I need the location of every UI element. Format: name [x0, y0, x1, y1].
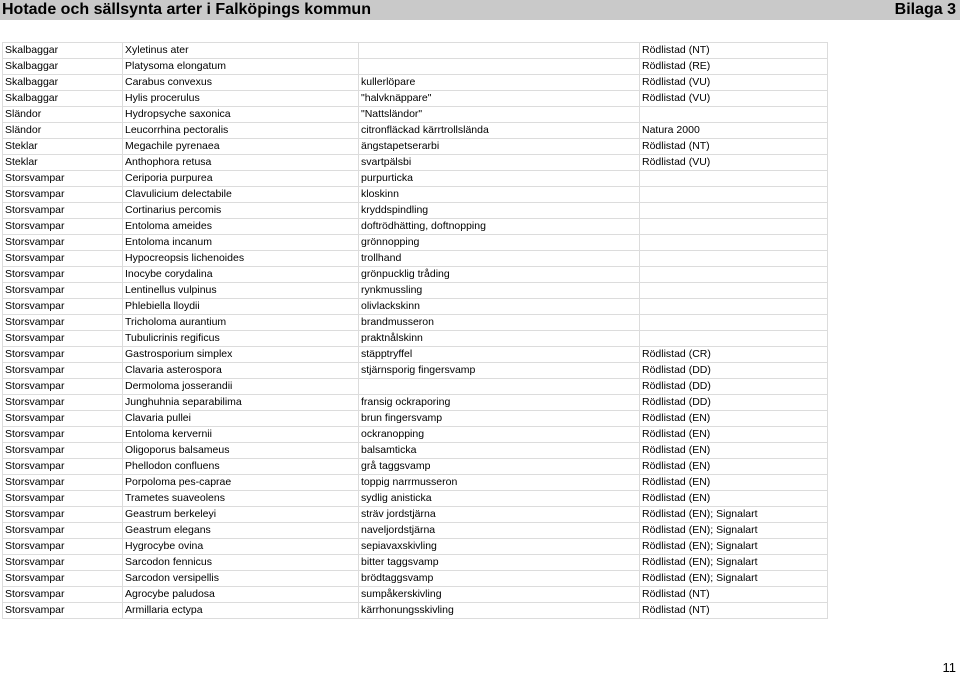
- swedish-name-cell: sydlig anisticka: [359, 491, 640, 507]
- scientific-name-cell: Platysoma elongatum: [123, 59, 359, 75]
- group-cell: Skalbaggar: [3, 43, 123, 59]
- table-row: [3, 555, 828, 571]
- group-cell: Storsvampar: [3, 459, 123, 475]
- swedish-name-cell: [359, 43, 640, 59]
- group-cell: Storsvampar: [3, 555, 123, 571]
- table-row: [3, 267, 828, 283]
- swedish-name-cell: citronfläckad kärrtrollslända: [359, 123, 640, 139]
- table-row: [3, 395, 828, 411]
- swedish-name-cell: svartpälsbi: [359, 155, 640, 171]
- scientific-name-cell: Oligoporus balsameus: [123, 443, 359, 459]
- swedish-name-cell: ockranopping: [359, 427, 640, 443]
- status-cell: [640, 171, 828, 187]
- group-cell: Sländor: [3, 107, 123, 123]
- group-cell: Storsvampar: [3, 395, 123, 411]
- status-cell: [640, 187, 828, 203]
- group-cell: Storsvampar: [3, 267, 123, 283]
- group-cell: Storsvampar: [3, 283, 123, 299]
- status-cell: [640, 203, 828, 219]
- status-cell: Rödlistad (EN); Signalart: [640, 539, 828, 555]
- status-cell: Rödlistad (EN): [640, 491, 828, 507]
- group-cell: Storsvampar: [3, 443, 123, 459]
- group-cell: Storsvampar: [3, 299, 123, 315]
- swedish-name-cell: stjärnsporig fingersvamp: [359, 363, 640, 379]
- status-cell: [640, 331, 828, 347]
- scientific-name-cell: Cortinarius percomis: [123, 203, 359, 219]
- group-cell: Storsvampar: [3, 523, 123, 539]
- table-row: [3, 171, 828, 187]
- group-cell: Storsvampar: [3, 187, 123, 203]
- scientific-name-cell: Porpoloma pes-caprae: [123, 475, 359, 491]
- status-cell: [640, 283, 828, 299]
- status-cell: Rödlistad (DD): [640, 395, 828, 411]
- table-row: [3, 411, 828, 427]
- swedish-name-cell: fransig ockraporing: [359, 395, 640, 411]
- scientific-name-cell: Geastrum elegans: [123, 523, 359, 539]
- swedish-name-cell: [359, 59, 640, 75]
- table-row: [3, 299, 828, 315]
- table-row: [3, 283, 828, 299]
- scientific-name-cell: Tubulicrinis regificus: [123, 331, 359, 347]
- species-table: [2, 42, 828, 619]
- status-cell: Rödlistad (DD): [640, 363, 828, 379]
- group-cell: Storsvampar: [3, 507, 123, 523]
- swedish-name-cell: kärrhonungsskivling: [359, 603, 640, 619]
- swedish-name-cell: grå taggsvamp: [359, 459, 640, 475]
- table-row: [3, 507, 828, 523]
- status-cell: [640, 299, 828, 315]
- table-row: [3, 155, 828, 171]
- group-cell: Storsvampar: [3, 347, 123, 363]
- scientific-name-cell: Leucorrhina pectoralis: [123, 123, 359, 139]
- table-row: [3, 475, 828, 491]
- swedish-name-cell: brödtaggsvamp: [359, 571, 640, 587]
- swedish-name-cell: trollhand: [359, 251, 640, 267]
- scientific-name-cell: Sarcodon versipellis: [123, 571, 359, 587]
- swedish-name-cell: purpurticka: [359, 171, 640, 187]
- group-cell: Storsvampar: [3, 491, 123, 507]
- swedish-name-cell: brun fingersvamp: [359, 411, 640, 427]
- table-row: [3, 75, 828, 91]
- scientific-name-cell: Geastrum berkeleyi: [123, 507, 359, 523]
- group-cell: Storsvampar: [3, 219, 123, 235]
- group-cell: Skalbaggar: [3, 75, 123, 91]
- swedish-name-cell: sepiavaxskivling: [359, 539, 640, 555]
- group-cell: Storsvampar: [3, 331, 123, 347]
- table-row: [3, 587, 828, 603]
- table-row: [3, 203, 828, 219]
- scientific-name-cell: Phellodon confluens: [123, 459, 359, 475]
- scientific-name-cell: Phlebiella lloydii: [123, 299, 359, 315]
- scientific-name-cell: Hylis procerulus: [123, 91, 359, 107]
- status-cell: [640, 267, 828, 283]
- group-cell: Storsvampar: [3, 315, 123, 331]
- group-cell: Storsvampar: [3, 571, 123, 587]
- table-row: [3, 139, 828, 155]
- swedish-name-cell: kullerlöpare: [359, 75, 640, 91]
- swedish-name-cell: grönpucklig tråding: [359, 267, 640, 283]
- group-cell: Steklar: [3, 139, 123, 155]
- status-cell: [640, 251, 828, 267]
- group-cell: Storsvampar: [3, 587, 123, 603]
- scientific-name-cell: Anthophora retusa: [123, 155, 359, 171]
- swedish-name-cell: sträv jordstjärna: [359, 507, 640, 523]
- table-row: [3, 523, 828, 539]
- scientific-name-cell: Hydropsyche saxonica: [123, 107, 359, 123]
- scientific-name-cell: Clavulicium delectabile: [123, 187, 359, 203]
- scientific-name-cell: Trametes suaveolens: [123, 491, 359, 507]
- swedish-name-cell: bitter taggsvamp: [359, 555, 640, 571]
- table-row: [3, 219, 828, 235]
- swedish-name-cell: kryddspindling: [359, 203, 640, 219]
- status-cell: Natura 2000: [640, 123, 828, 139]
- status-cell: [640, 219, 828, 235]
- swedish-name-cell: naveljordstjärna: [359, 523, 640, 539]
- swedish-name-cell: [359, 379, 640, 395]
- group-cell: Storsvampar: [3, 203, 123, 219]
- status-cell: Rödlistad (EN): [640, 475, 828, 491]
- swedish-name-cell: olivlackskinn: [359, 299, 640, 315]
- scientific-name-cell: Megachile pyrenaea: [123, 139, 359, 155]
- status-cell: Rödlistad (EN): [640, 443, 828, 459]
- status-cell: Rödlistad (NT): [640, 43, 828, 59]
- status-cell: Rödlistad (EN): [640, 411, 828, 427]
- status-cell: Rödlistad (CR): [640, 347, 828, 363]
- status-cell: Rödlistad (NT): [640, 139, 828, 155]
- table-row: [3, 347, 828, 363]
- swedish-name-cell: kloskinn: [359, 187, 640, 203]
- table-row: [3, 43, 828, 59]
- scientific-name-cell: Entoloma kervernii: [123, 427, 359, 443]
- group-cell: Steklar: [3, 155, 123, 171]
- table-row: [3, 315, 828, 331]
- table-row: [3, 443, 828, 459]
- group-cell: Storsvampar: [3, 251, 123, 267]
- scientific-name-cell: Dermoloma josserandii: [123, 379, 359, 395]
- scientific-name-cell: Ceriporia purpurea: [123, 171, 359, 187]
- scientific-name-cell: Entoloma incanum: [123, 235, 359, 251]
- scientific-name-cell: Xyletinus ater: [123, 43, 359, 59]
- swedish-name-cell: "halvknäppare": [359, 91, 640, 107]
- table-row: [3, 379, 828, 395]
- status-cell: Rödlistad (RE): [640, 59, 828, 75]
- group-cell: Storsvampar: [3, 171, 123, 187]
- page-header: [0, 0, 960, 20]
- status-cell: Rödlistad (NT): [640, 587, 828, 603]
- table-row: [3, 459, 828, 475]
- document-title: Hotade och sällsynta arter i Falköpings kommun: [2, 1, 371, 18]
- status-cell: Rödlistad (DD): [640, 379, 828, 395]
- group-cell: Skalbaggar: [3, 59, 123, 75]
- scientific-name-cell: Hypocreopsis lichenoides: [123, 251, 359, 267]
- status-cell: Rödlistad (EN); Signalart: [640, 523, 828, 539]
- scientific-name-cell: Tricholoma aurantium: [123, 315, 359, 331]
- table-row: [3, 603, 828, 619]
- table-row: [3, 187, 828, 203]
- scientific-name-cell: Entoloma ameides: [123, 219, 359, 235]
- status-cell: Rödlistad (VU): [640, 75, 828, 91]
- group-cell: Sländor: [3, 123, 123, 139]
- scientific-name-cell: Hygrocybe ovina: [123, 539, 359, 555]
- group-cell: Storsvampar: [3, 539, 123, 555]
- group-cell: Storsvampar: [3, 603, 123, 619]
- status-cell: Rödlistad (VU): [640, 91, 828, 107]
- group-cell: Storsvampar: [3, 475, 123, 491]
- table-row: [3, 235, 828, 251]
- table-row: [3, 91, 828, 107]
- swedish-name-cell: balsamticka: [359, 443, 640, 459]
- group-cell: Storsvampar: [3, 235, 123, 251]
- group-cell: Storsvampar: [3, 363, 123, 379]
- status-cell: Rödlistad (EN): [640, 459, 828, 475]
- status-cell: Rödlistad (VU): [640, 155, 828, 171]
- table-row: [3, 491, 828, 507]
- swedish-name-cell: stäpptryffel: [359, 347, 640, 363]
- status-cell: [640, 107, 828, 123]
- scientific-name-cell: Carabus convexus: [123, 75, 359, 91]
- page-number: 11: [942, 660, 956, 675]
- swedish-name-cell: ängstapetserarbi: [359, 139, 640, 155]
- table-row: [3, 539, 828, 555]
- scientific-name-cell: Agrocybe paludosa: [123, 587, 359, 603]
- swedish-name-cell: brandmusseron: [359, 315, 640, 331]
- table-row: [3, 123, 828, 139]
- status-cell: Rödlistad (EN); Signalart: [640, 507, 828, 523]
- scientific-name-cell: Gastrosporium simplex: [123, 347, 359, 363]
- swedish-name-cell: praktnålskinn: [359, 331, 640, 347]
- appendix-label: Bilaga 3: [894, 1, 956, 18]
- swedish-name-cell: toppig narrmusseron: [359, 475, 640, 491]
- scientific-name-cell: Sarcodon fennicus: [123, 555, 359, 571]
- scientific-name-cell: Lentinellus vulpinus: [123, 283, 359, 299]
- table-row: [3, 363, 828, 379]
- scientific-name-cell: Junghuhnia separabilima: [123, 395, 359, 411]
- swedish-name-cell: rynkmussling: [359, 283, 640, 299]
- status-cell: Rödlistad (EN); Signalart: [640, 555, 828, 571]
- swedish-name-cell: doftrödhätting, doftnopping: [359, 219, 640, 235]
- table-row: [3, 427, 828, 443]
- table-row: [3, 59, 828, 75]
- group-cell: Storsvampar: [3, 411, 123, 427]
- scientific-name-cell: Inocybe corydalina: [123, 267, 359, 283]
- species-table-body: [3, 43, 828, 619]
- group-cell: Storsvampar: [3, 379, 123, 395]
- table-row: [3, 571, 828, 587]
- status-cell: [640, 315, 828, 331]
- scientific-name-cell: Clavaria asterospora: [123, 363, 359, 379]
- table-row: [3, 107, 828, 123]
- status-cell: Rödlistad (EN); Signalart: [640, 571, 828, 587]
- group-cell: Storsvampar: [3, 427, 123, 443]
- group-cell: Skalbaggar: [3, 91, 123, 107]
- status-cell: Rödlistad (EN): [640, 427, 828, 443]
- scientific-name-cell: Clavaria pullei: [123, 411, 359, 427]
- swedish-name-cell: grönnopping: [359, 235, 640, 251]
- swedish-name-cell: "Nattsländor": [359, 107, 640, 123]
- status-cell: Rödlistad (NT): [640, 603, 828, 619]
- swedish-name-cell: sumpåkerskivling: [359, 587, 640, 603]
- scientific-name-cell: Armillaria ectypa: [123, 603, 359, 619]
- status-cell: [640, 235, 828, 251]
- table-row: [3, 331, 828, 347]
- table-row: [3, 251, 828, 267]
